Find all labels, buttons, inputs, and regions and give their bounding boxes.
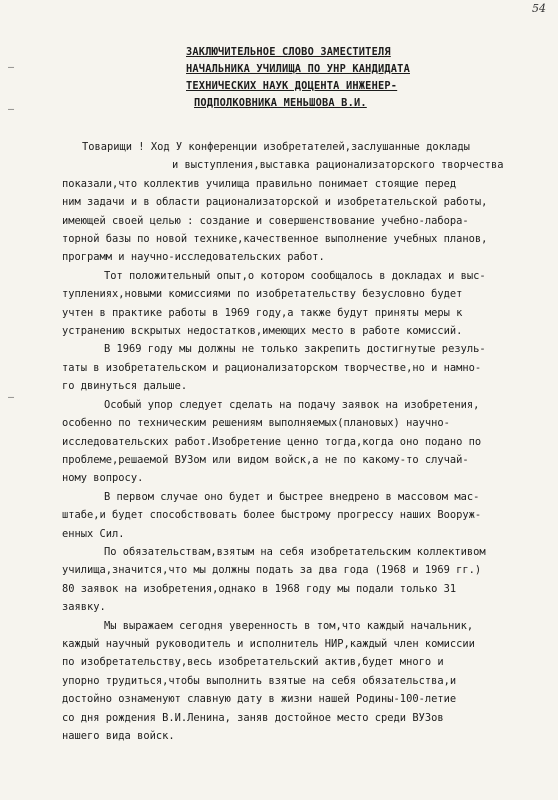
text-line: по изобретательству,весь изобретательский актив,будет много и [62, 656, 444, 669]
title-line: ПОДПОЛКОВНИКА МЕНЬШОВА В.И. [194, 97, 367, 109]
title-line: НАЧАЛЬНИКА УЧИЛИЩА ПО УНР КАНДИДАТА [186, 63, 410, 75]
text-line: торной базы по новой технике,качественное выполнение учебных планов, [62, 233, 488, 246]
text-line: штабе,и будет способствовать более быстрому прогрессу наших Вооруж- [62, 509, 482, 522]
paragraph [62, 543, 540, 617]
paragraph [62, 488, 540, 543]
text-line: В 1969 году мы должны не только закрепить достигнутые резуль- [104, 343, 486, 356]
text-line: Товарищи ! Ход У конференции изобретателей,заслушанные доклады [82, 141, 470, 153]
text-line: заявку. [62, 601, 106, 614]
text-line: исследовательских работ.Изобретение ценно тогда,когда оно подано по [62, 435, 482, 448]
margin-mark: – [8, 104, 14, 115]
paragraph [62, 340, 540, 395]
paragraph [62, 617, 540, 746]
margin-mark: – [8, 62, 14, 73]
document-title [186, 44, 466, 112]
page-number: 54 [532, 2, 546, 15]
text-line: устранению вскрытых недостатков,имеющих место в работе комиссий. [62, 325, 463, 338]
text-line: программ и научно-исследовательских работ. [62, 251, 325, 264]
document-body [62, 138, 540, 745]
paragraph [62, 396, 540, 488]
text-line: таты в изобретательском и рационализаторском творчестве,но и намно- [62, 361, 482, 374]
margin-mark: – [8, 392, 14, 403]
text-line: каждый научный руководитель и исполнитель НИР,каждый член комиссии [62, 637, 475, 650]
text-line: Особый упор следует сделать на подачу заявок на изобретения, [104, 398, 480, 411]
text-line: имеющей своей целью : создание и совершенствование учебно-лабора- [62, 214, 469, 227]
text-line: го двинуться дальше. [62, 380, 188, 393]
text-line: ним задачи и в области рационализаторской и изобретательской работы, [62, 196, 488, 209]
text-line: показали,что коллектив училища правильно понимает стоящие перед [62, 177, 457, 190]
text-line: со дня рождения В.И.Ленина, заняв достойное место среди ВУЗов [62, 711, 444, 724]
text-line: упорно трудиться,чтобы выполнить взятые на себя обязательства,и [62, 674, 457, 687]
text-line: 80 заявок на изобретения,однако в 1968 году мы подали только 31 [62, 582, 457, 595]
text-line: енных Сил. [62, 527, 125, 540]
title-line: ТЕХНИЧЕСКИХ НАУК ДОЦЕНТА ИНЖЕНЕР- [186, 80, 398, 92]
title-line: ЗАКЛЮЧИТЕЛЬНОЕ СЛОВО ЗАМЕСТИТЕЛЯ [186, 46, 391, 58]
paragraph [62, 267, 540, 341]
text-line: В первом случае оно будет и быстрее внедрено в массовом мас- [104, 490, 480, 503]
text-line: ному вопросу. [62, 472, 144, 485]
text-line: Тот положительный опыт,о котором сообщалось в докладах и выс- [104, 269, 486, 282]
text-line: По обязательствам,взятым на себя изобретательским коллективом [104, 545, 486, 558]
text-line: училища,значится,что мы должны подать за два года (1968 и 1969 гг.) [62, 564, 482, 577]
text-line: учтен в практике работы в 1969 году,а также будут приняты меры к [62, 306, 463, 319]
text-line: туплениях,новыми комиссиями по изобретательству безусловно будет [62, 288, 463, 301]
text-line: нашего вида войск. [62, 730, 175, 742]
text-line: особенно по техническим решениям выполняемых(плановых) научно- [62, 417, 450, 430]
text-line: Мы выражаем сегодня уверенность в том,что каждый начальник, [104, 619, 474, 632]
text-line: и выступления,выставка рационализаторского творчества [172, 159, 504, 172]
paragraph [62, 138, 540, 267]
text-line: достойно ознаменуют славную дату в жизни нашей Родины-100-летие [62, 693, 457, 706]
text-line: проблеме,решаемой ВУЗом или видом войск,а не по какому-то случай- [62, 453, 469, 466]
